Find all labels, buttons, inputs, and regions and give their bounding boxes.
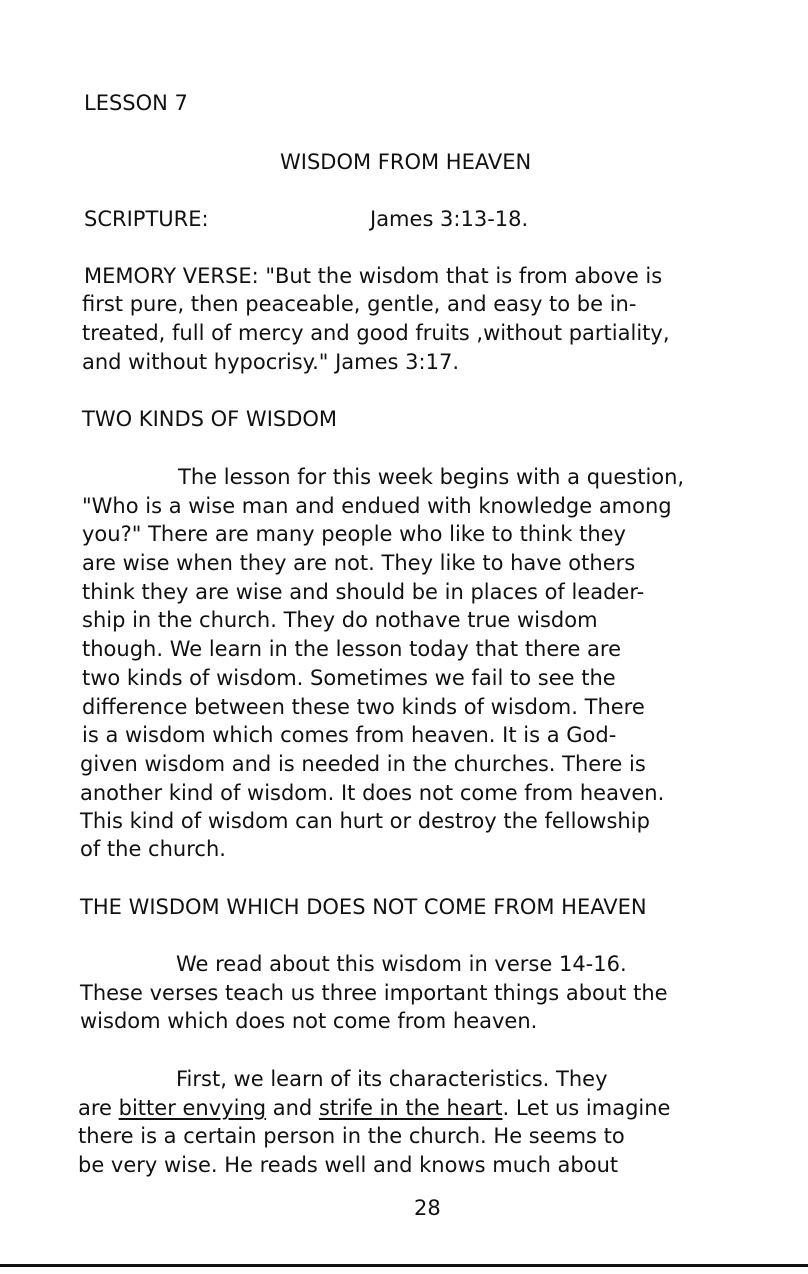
memory-verse-line: treated, full of mercy and good fruits ,without partiality, [82,321,670,345]
scripture-label: SCRIPTURE: [84,207,209,231]
paragraph-line [78,1098,670,1119]
section-heading: THE WISDOM WHICH DOES NOT COME FROM HEAVEN [80,895,647,919]
paragraph-line: another kind of wisdom. It does not come from heaven. [80,781,665,805]
paragraph-line: wisdom which does not come from heaven. [80,1009,538,1033]
paragraph-line: though. We learn in the lesson today that there are [82,637,622,661]
page-number: 28 [414,1196,441,1220]
text-run: are [78,1096,119,1120]
paragraph-line: First, we learn of its characteristics. They [176,1067,608,1091]
underlined-phrase: strife in the heart [318,1096,503,1120]
paragraph-line: The lesson for this week begins with a question, [178,465,685,489]
paragraph-line: you?" There are many people who like to think they [82,522,626,546]
memory-verse-line: MEMORY VERSE: "But the wisdom that is from above is [84,264,663,288]
paragraph-line: is a wisdom which comes from heaven. It is a God- [82,723,617,747]
paragraph-line: "Who is a wise man and endued with knowledge among [82,494,672,518]
paragraph-line: ship in the church. They do nothave true wisdom [82,608,598,632]
lesson-title: WISDOM FROM HEAVEN [280,150,532,174]
paragraph-line: These verses teach us three important things about the [80,981,668,1005]
paragraph-line: there is a certain person in the church. He seems to [78,1124,625,1148]
paragraph-line: of the church. [80,837,226,861]
paragraph-line: difference between these two kinds of wisdom. There [82,695,645,719]
scripture-reference: James 3:13-18. [370,207,529,231]
lesson-number: LESSON 7 [84,91,188,115]
paragraph-line: are wise when they are not. They like to have others [82,551,636,575]
paragraph-line: We read about this wisdom in verse 14-16. [176,952,627,976]
underlined-phrase: bitter envying [118,1096,267,1120]
memory-verse-line: first pure, then peaceable, gentle, and easy to be in- [82,292,637,316]
page-bottom-edge [0,1264,808,1267]
text-run: and [266,1096,319,1120]
paragraph-line: given wisdom and is needed in the churches. There is [80,752,646,776]
section-heading: TWO KINDS OF WISDOM [82,407,338,431]
memory-verse-line: and without hypocrisy." James 3:17. [82,350,460,374]
paragraph-line: two kinds of wisdom. Sometimes we fail to see the [82,666,616,690]
paragraph-line: be very wise. He reads well and knows much about [78,1153,619,1177]
paragraph-line: think they are wise and should be in places of leader- [82,580,645,604]
paragraph-line: This kind of wisdom can hurt or destroy the fellowship [80,809,650,833]
text-run: . Let us imagine [502,1096,671,1120]
